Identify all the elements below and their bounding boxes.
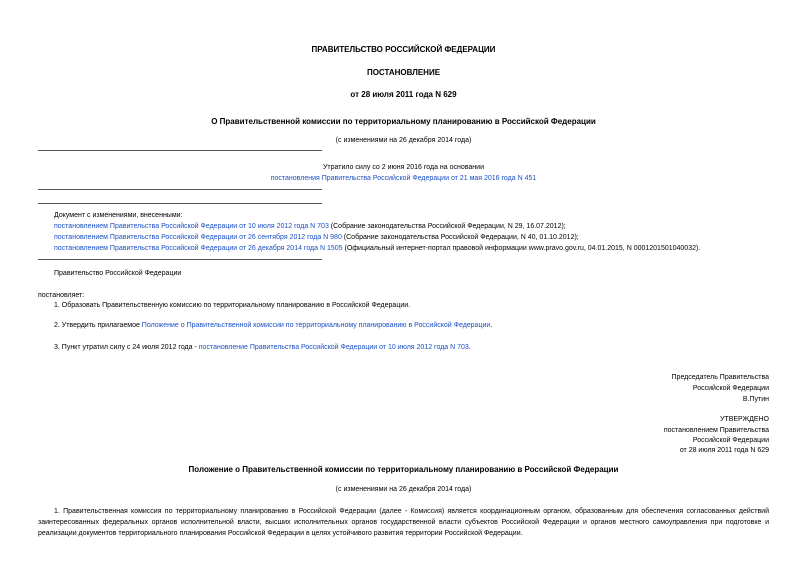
approved-line: постановлением Правительства bbox=[663, 427, 769, 434]
divider bbox=[38, 203, 322, 204]
approved-label: УТВЕРЖДЕНО bbox=[719, 416, 769, 423]
decides-line: постановляет: bbox=[38, 292, 85, 299]
regulation-title: Положение о Правительственной комиссии по территориальному планированию в Российской Федерации bbox=[188, 465, 619, 474]
amended-note: (с изменениями на 26 декабря 2014 года) bbox=[335, 137, 472, 144]
repeal-link[interactable]: постановление Правительства Российской Федерации от 10 июля 2012 года N 703 bbox=[198, 344, 469, 351]
amendment-link[interactable]: постановлением Правительства Российской Федерации от 10 июля 2012 года N 703 bbox=[54, 223, 329, 230]
org-title: ПРАВИТЕЛЬСТВО РОССИЙСКОЙ ФЕДЕРАЦИИ bbox=[311, 45, 496, 54]
regulation-link[interactable]: Положение о Правительственной комиссии по территориальному планированию в Российской Федерации bbox=[141, 322, 491, 329]
divider bbox=[38, 189, 322, 190]
doc-title: О Правительственной комиссии по территориальному планированию в Российской Федерации bbox=[211, 117, 596, 126]
status-link[interactable]: постановления Правительства Российской Федерации от 21 мая 2016 года N 451 bbox=[270, 175, 537, 182]
signature-title: Председатель Правительства bbox=[671, 374, 769, 381]
status-line: Утратило силу со 2 июня 2016 года на основании bbox=[322, 164, 484, 171]
approved-line: от 28 июля 2011 года N 629 bbox=[679, 447, 769, 454]
signature-country: Российской Федерации bbox=[692, 385, 769, 392]
amendment-item: постановлением Правительства Российской Федерации от 26 декабря 2014 года N 1505 (Официальный интернет-портал правовой информации www.pravo.gov.ru, 04.01.2015, N 0001201501040032). bbox=[54, 245, 701, 252]
amendments-intro: Документ с изменениями, внесенными: bbox=[54, 212, 183, 219]
paragraph-2: 2. Утвердить прилагаемое Положение о Правительственной комиссии по территориальному планированию в Российской Федерации. bbox=[54, 322, 493, 329]
doc-date-number: от 28 июля 2011 года N 629 bbox=[350, 90, 457, 99]
amendment-item: постановлением Правительства Российской Федерации от 26 сентября 2012 года N 980 (Собрание законодательства Российской Федерации, N 40, 01.10.2012); bbox=[54, 234, 579, 241]
regulation-amended: (с изменениями на 26 декабря 2014 года) bbox=[335, 486, 472, 493]
amendment-link[interactable]: постановлением Правительства Российской Федерации от 26 сентября 2012 года N 980 bbox=[54, 234, 342, 241]
doc-type: ПОСТАНОВЛЕНИЕ bbox=[366, 68, 441, 77]
paragraph-1: 1. Образовать Правительственную комиссию по территориальному планированию в Российской Федерации. bbox=[54, 302, 411, 309]
approved-line: Российской Федерации bbox=[692, 437, 769, 444]
divider bbox=[38, 259, 322, 260]
amendment-link[interactable]: постановлением Правительства Российской Федерации от 26 декабря 2014 года N 1505 bbox=[54, 245, 343, 252]
amendment-item: постановлением Правительства Российской Федерации от 10 июля 2012 года N 703 (Собрание законодательства Российской Федерации, N 29, 16.07.2012); bbox=[54, 223, 566, 230]
paragraph-3: 3. Пункт утратил силу с 24 июля 2012 года - постановление Правительства Российской Федерации от 10 июля 2012 года N 703. bbox=[54, 344, 471, 351]
signature-name: В.Путин bbox=[742, 396, 769, 403]
divider bbox=[38, 150, 322, 151]
government-line: Правительство Российской Федерации bbox=[54, 270, 182, 277]
regulation-paragraph-1: 1. Правительственная комиссия по территориальному планированию в Российской Федерации (далее - Комиссия) является координационным органом, образованным для обеспечения согласованных действий заинтересованных федеральных органов исполнительной власти, высших исполнительных органов государственной власти субъектов Российской Федерации и органов местного самоуправления при подготовке и реализации документов территориального планирования Российской Федерации в целях устойчивого развития территории Российской Федерации. bbox=[38, 508, 769, 537]
